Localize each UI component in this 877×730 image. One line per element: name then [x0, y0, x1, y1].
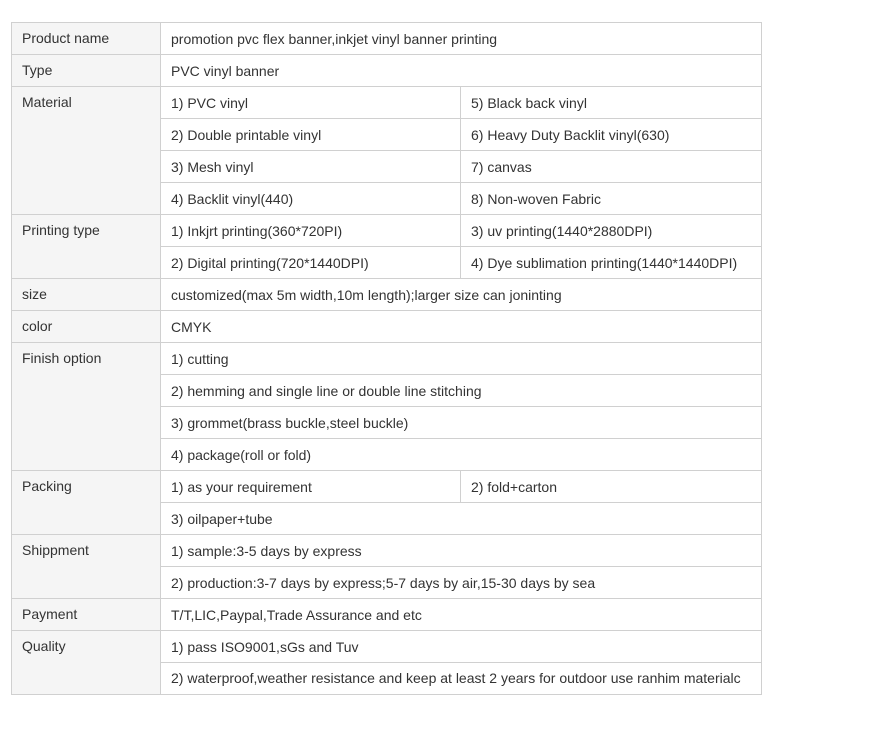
row-value: 2) Digital printing(720*1440DPI): [161, 247, 461, 279]
row-label: Printing type: [12, 215, 161, 279]
row-value: 4) package(roll or fold): [161, 439, 762, 471]
row-value: 2) hemming and single line or double line stitching: [161, 375, 762, 407]
row-value: 2) fold+carton: [461, 471, 762, 503]
row-label: Quality: [12, 631, 161, 695]
row-value: 2) waterproof,weather resistance and keep at least 2 years for outdoor use ranhim materialc: [161, 663, 762, 695]
row-value: 3) grommet(brass buckle,steel buckle): [161, 407, 762, 439]
table-row-color: [12, 311, 762, 343]
row-label: Shippment: [12, 535, 161, 599]
table-row-size: [12, 279, 762, 311]
table-row-type: [12, 55, 762, 87]
row-value: 3) uv printing(1440*2880DPI): [461, 215, 762, 247]
table-row-material: [12, 87, 762, 119]
row-value: T/T,LIC,Paypal,Trade Assurance and etc: [161, 599, 762, 631]
row-value: 1) as your requirement: [161, 471, 461, 503]
table-row-shippment: [12, 535, 762, 567]
row-value: 7) canvas: [461, 151, 762, 183]
table-row-quality: [12, 631, 762, 663]
product-spec-table: [11, 22, 762, 695]
row-value: 1) pass ISO9001,sGs and Tuv: [161, 631, 762, 663]
table-row-printing-type: [12, 215, 762, 247]
row-value: 4) Backlit vinyl(440): [161, 183, 461, 215]
row-label: size: [12, 279, 161, 311]
row-value: 8) Non-woven Fabric: [461, 183, 762, 215]
row-value: promotion pvc flex banner,inkjet vinyl banner printing: [161, 23, 762, 55]
row-label: Product name: [12, 23, 161, 55]
row-value: 1) cutting: [161, 343, 762, 375]
row-label: color: [12, 311, 161, 343]
row-value: customized(max 5m width,10m length);larger size can joninting: [161, 279, 762, 311]
row-value: 3) Mesh vinyl: [161, 151, 461, 183]
row-value: 2) Double printable vinyl: [161, 119, 461, 151]
table-row-product-name: [12, 23, 762, 55]
row-value: CMYK: [161, 311, 762, 343]
row-value: 1) PVC vinyl: [161, 87, 461, 119]
table-row-payment: [12, 599, 762, 631]
row-label: Payment: [12, 599, 161, 631]
row-value: 6) Heavy Duty Backlit vinyl(630): [461, 119, 762, 151]
row-value: 2) production:3-7 days by express;5-7 days by air,15-30 days by sea: [161, 567, 762, 599]
row-label: Material: [12, 87, 161, 215]
row-value: 1) sample:3-5 days by express: [161, 535, 762, 567]
row-label: Finish option: [12, 343, 161, 471]
row-label: Packing: [12, 471, 161, 535]
row-value: 1) Inkjrt printing(360*720PI): [161, 215, 461, 247]
row-label: Type: [12, 55, 161, 87]
row-value: 4) Dye sublimation printing(1440*1440DPI): [461, 247, 762, 279]
row-value: 5) Black back vinyl: [461, 87, 762, 119]
row-value: PVC vinyl banner: [161, 55, 762, 87]
table-row-packing: [12, 471, 762, 503]
row-value: 3) oilpaper+tube: [161, 503, 762, 535]
table-row-finish-option: [12, 343, 762, 375]
